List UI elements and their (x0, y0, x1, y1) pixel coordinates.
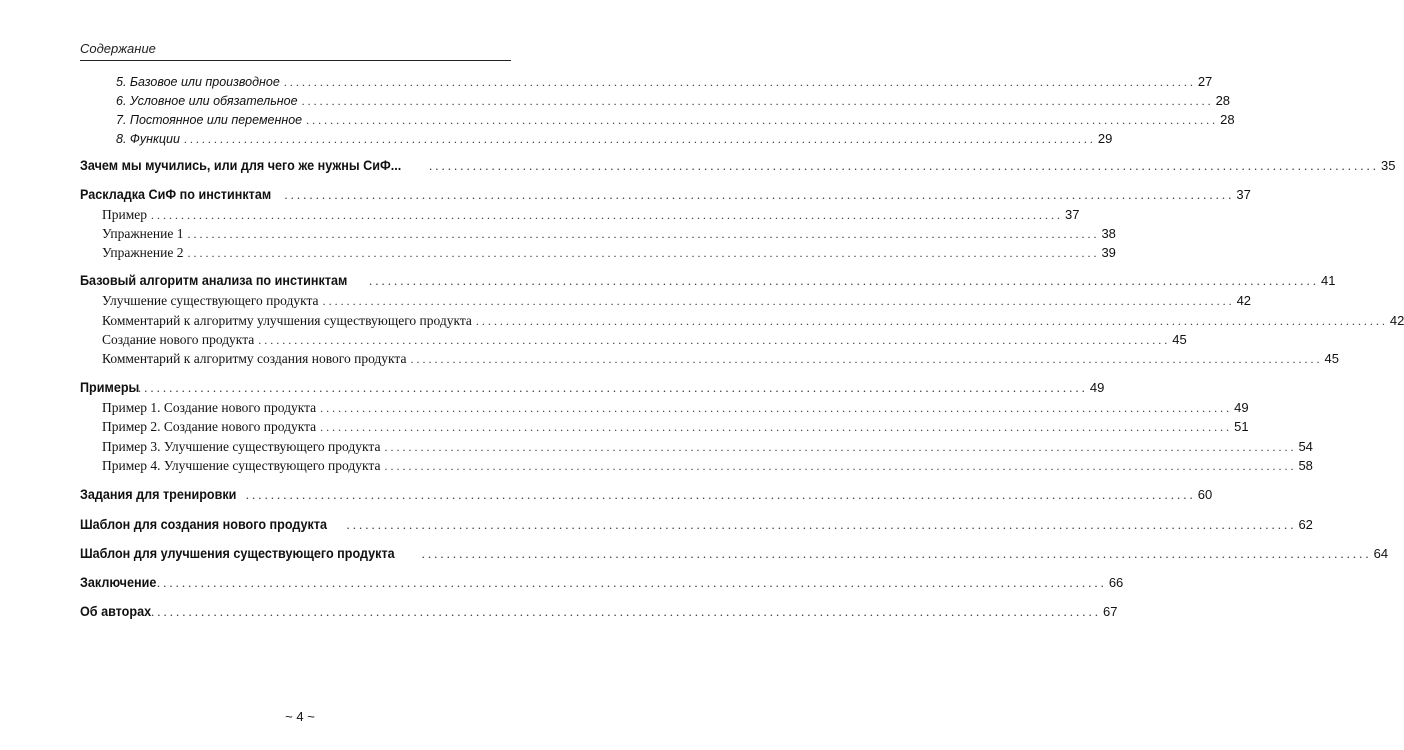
toc-chapter-title: Задания для тренировки (80, 486, 237, 502)
toc-entry-page: 28 (1220, 112, 1235, 127)
toc-entry-title: Упражнение 1 (102, 226, 184, 241)
toc-chapter[interactable] (80, 484, 1213, 504)
toc-entry-page: 39 (1101, 245, 1116, 260)
toc-entry[interactable] (80, 417, 1249, 437)
toc-entry[interactable] (80, 291, 1252, 311)
dot-leader: ........................................................................................................................................................ (245, 487, 1196, 502)
toc-chapter-title: Шаблон для создания нового продукта (80, 516, 328, 532)
dot-leader: ........................................................................................................................................................ (346, 517, 1297, 532)
dot-leader: ........................................................................................................................................................ (284, 187, 1235, 202)
toc-entry-title: 8. Функции (116, 132, 180, 146)
toc-chapter[interactable] (80, 601, 1118, 621)
toc-chapter-page: 37 (1236, 187, 1251, 202)
toc-entry[interactable] (80, 330, 1187, 350)
toc-entry-title: Упражнение 2 (102, 245, 184, 260)
toc-chapter[interactable] (80, 155, 1396, 175)
toc-entry[interactable] (80, 224, 1116, 244)
toc-entry-page: 54 (1298, 439, 1313, 454)
dot-leader: ........................................................................................................................................................ (151, 208, 1064, 222)
toc-entry-page: 45 (1172, 332, 1187, 347)
dot-leader: ........................................................................................................................................................ (475, 314, 1388, 328)
toc-entry[interactable] (80, 398, 1249, 418)
dot-leader: ........................................................................................................................................................ (384, 459, 1297, 473)
dot-leader: ........................................................................................................................................................ (320, 420, 1233, 434)
toc-entry[interactable] (80, 110, 1235, 130)
dot-leader: ........................................................................................................................................................ (320, 401, 1233, 415)
toc-chapter[interactable] (80, 572, 1124, 592)
toc-entry[interactable] (80, 349, 1339, 369)
toc-chapter-title: Об авторах (80, 603, 152, 619)
toc-entry[interactable] (80, 129, 1113, 149)
toc-chapter[interactable] (80, 270, 1336, 290)
toc-entry[interactable] (80, 437, 1313, 457)
toc-entry[interactable] (80, 311, 1404, 331)
dot-leader: ........................................................................................................................................................ (187, 227, 1100, 241)
dot-leader: ........................................................................................................................................................ (156, 575, 1107, 590)
dot-leader: ........................................................................................................................................................ (258, 333, 1171, 347)
toc-entry-page: 28 (1215, 93, 1231, 108)
toc-entry-title: Пример 2. Создание нового продукта (102, 419, 317, 434)
toc-chapter-title: Базовый алгоритм анализа по инстинктам (80, 272, 348, 288)
dot-leader: ........................................................................................................................................................ (283, 75, 1196, 89)
dot-leader: ........................................................................................................................................................ (301, 94, 1214, 108)
toc-entry-title: 7. Постоянное или переменное (116, 113, 303, 127)
toc-entry-title: 6. Условное или обязательное (116, 94, 298, 108)
toc-entry-title: Комментарий к алгоритму улучшения существующего продукта (102, 313, 472, 328)
toc-entry-page: 27 (1197, 74, 1213, 89)
toc-chapter-page: 64 (1373, 546, 1389, 561)
toc-chapter-page: 66 (1108, 575, 1124, 590)
toc-entry-page: 29 (1097, 131, 1113, 146)
toc-chapter[interactable] (80, 514, 1313, 534)
toc-entry-page: 42 (1236, 293, 1252, 308)
dot-leader: ........................................................................................................................................................ (183, 132, 1096, 146)
toc-chapter-page: 49 (1089, 380, 1105, 395)
toc-entry-title: Пример (102, 207, 148, 222)
toc-chapter-page: 62 (1298, 517, 1313, 532)
toc-entry[interactable] (80, 72, 1213, 92)
dot-leader: ........................................................................................................................................................ (187, 246, 1100, 260)
toc-entry-page: 49 (1234, 400, 1249, 415)
dot-leader: ........................................................................................................................................................ (369, 273, 1320, 288)
toc-entry-page: 58 (1298, 458, 1313, 473)
toc-chapter-title: Примеры (80, 379, 140, 395)
toc-entry-page: 45 (1324, 351, 1339, 366)
toc-entry-page: 42 (1389, 313, 1404, 328)
toc-entry-title: Пример 3. Улучшение существующего продукта (102, 439, 381, 454)
toc-entry[interactable] (80, 243, 1116, 263)
toc-chapter-title: Заключение (80, 574, 157, 590)
toc-entry[interactable] (80, 456, 1313, 476)
toc-chapter-page: 60 (1197, 487, 1213, 502)
toc-entry-title: 5. Базовое или производное (116, 75, 280, 89)
header-rule (80, 60, 511, 61)
toc-entry-title: Комментарий к алгоритму создания нового продукта (102, 351, 407, 366)
toc-chapter[interactable] (80, 543, 1389, 563)
dot-leader: ........................................................................................................................................................ (410, 352, 1323, 366)
toc-chapter-title: Зачем мы мучились, или для чего же нужны СиФ... (80, 157, 402, 173)
toc-entry-title: Пример 4. Улучшение существующего продукта (102, 458, 381, 473)
dot-leader: ........................................................................................................................................................ (150, 604, 1101, 619)
toc-chapter-title: Раскладка СиФ по инстинктам (80, 186, 272, 202)
toc-entry-page: 37 (1065, 207, 1080, 222)
dot-leader: ........................................................................................................................................................ (421, 546, 1372, 561)
dot-leader: ........................................................................................................................................................ (428, 158, 1379, 173)
page-number: ~ 4 ~ (285, 709, 315, 724)
toc-chapter[interactable] (80, 184, 1251, 204)
toc-entry[interactable] (80, 205, 1080, 225)
toc-entry-title: Пример 1. Создание нового продукта (102, 400, 317, 415)
toc-entry-title: Создание нового продукта (102, 332, 255, 347)
toc-chapter-page: 35 (1380, 158, 1396, 173)
dot-leader: ........................................................................................................................................................ (137, 380, 1088, 395)
toc-chapter[interactable] (80, 377, 1105, 397)
toc-entry-page: 51 (1234, 419, 1249, 434)
toc-chapter-page: 41 (1321, 273, 1336, 288)
toc-entry-page: 38 (1101, 226, 1116, 241)
running-head: Содержание (80, 41, 156, 56)
dot-leader: ........................................................................................................................................................ (384, 440, 1297, 454)
dot-leader: ........................................................................................................................................................ (306, 113, 1219, 127)
toc-chapter-page: 67 (1102, 604, 1118, 619)
toc-entry-title: Улучшение существующего продукта (102, 293, 319, 308)
toc-chapter-title: Шаблон для улучшения существующего продукта (80, 545, 395, 561)
toc-entry[interactable] (80, 91, 1231, 111)
dot-leader: ........................................................................................................................................................ (322, 294, 1235, 308)
